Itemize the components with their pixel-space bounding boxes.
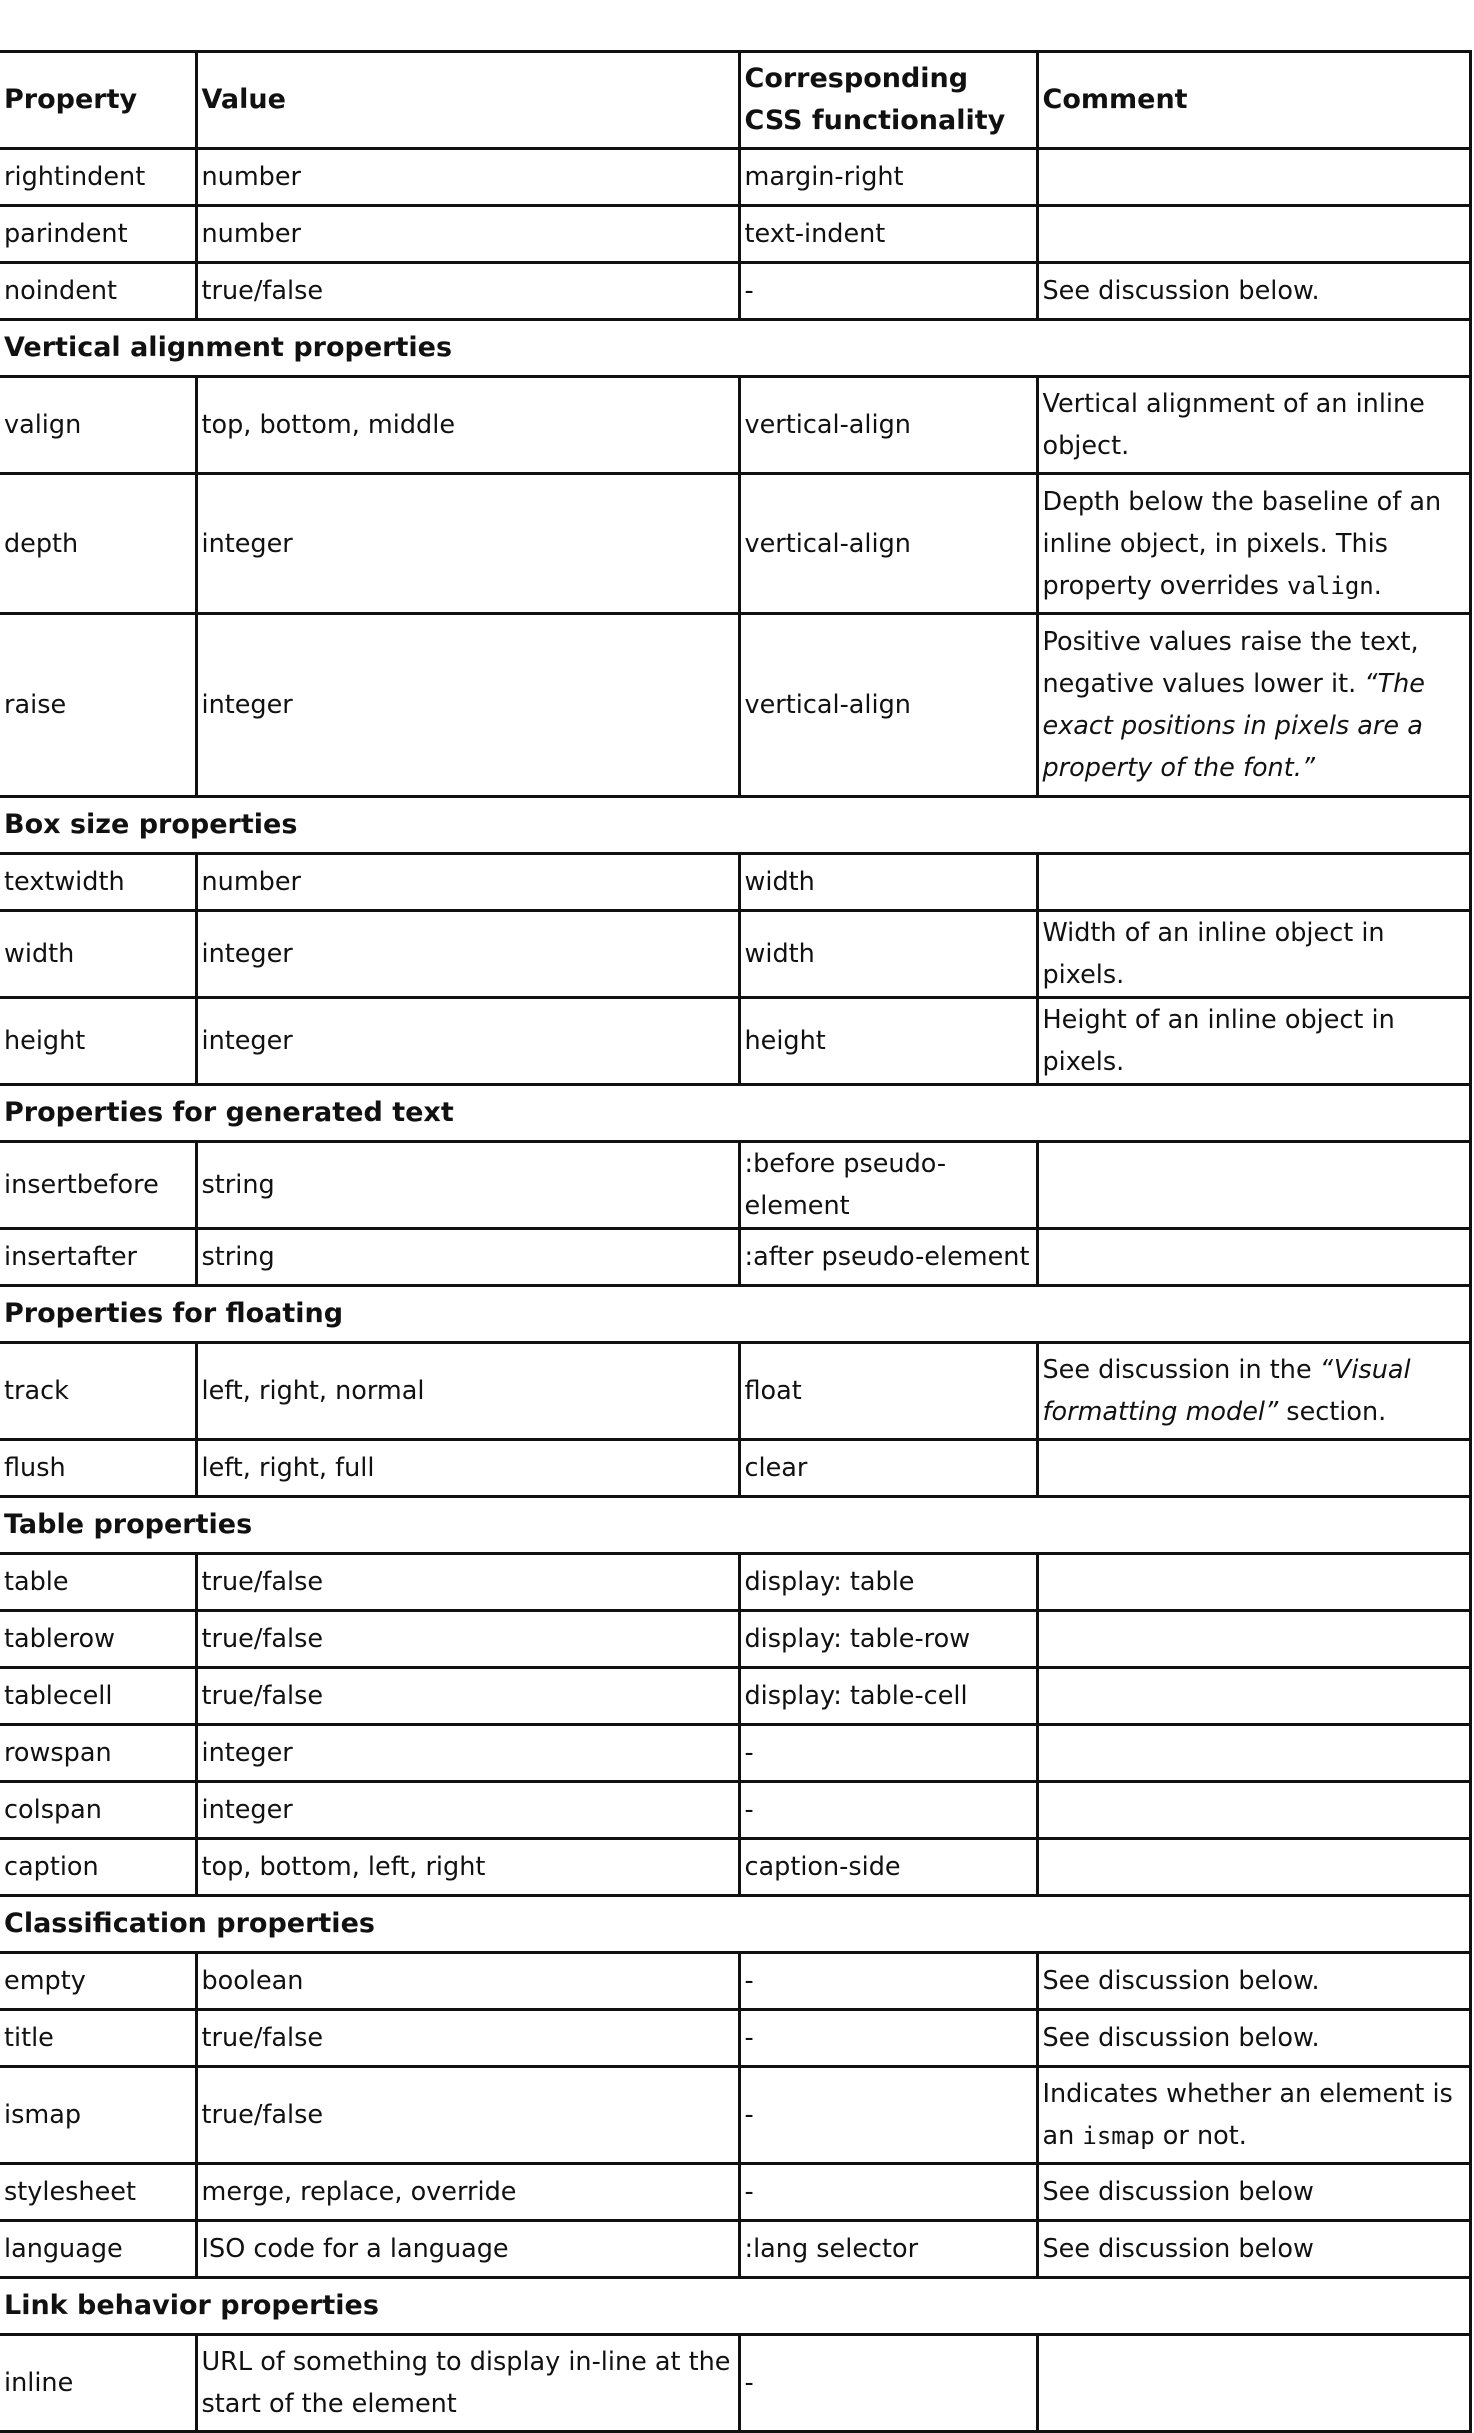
- cell-property: noindent: [0, 263, 196, 320]
- cell-css: vertical-align: [739, 614, 1037, 797]
- cell-property: caption: [0, 1839, 196, 1896]
- cell-value: number: [196, 149, 739, 206]
- cell-value: string: [196, 1229, 739, 1286]
- cell-css: :after pseudo-element: [739, 1229, 1037, 1286]
- section-heading-row: [0, 1286, 1470, 1343]
- table-row: [0, 377, 1470, 474]
- table-row: [0, 1668, 1470, 1725]
- cell-css: :before pseudo-element: [739, 1142, 1037, 1229]
- table-row: [0, 1142, 1470, 1229]
- table-row: [0, 2335, 1470, 2432]
- cell-value: top, bottom, middle: [196, 377, 739, 474]
- cell-comment: [1037, 206, 1470, 263]
- cell-comment: [1037, 1229, 1470, 1286]
- table-row: [0, 1440, 1470, 1497]
- header-css: Corresponding CSS functionality: [739, 52, 1037, 149]
- table-row: [0, 911, 1470, 998]
- table-row: [0, 998, 1470, 1085]
- code-valign: valign: [1287, 571, 1374, 600]
- cell-property: colspan: [0, 1782, 196, 1839]
- cell-comment: [1037, 1668, 1470, 1725]
- cell-value: URL of something to display in-line at the start of the element: [196, 2335, 739, 2432]
- cell-property: table: [0, 1554, 196, 1611]
- cell-property: tablecell: [0, 1668, 196, 1725]
- cell-comment: See discussion below: [1037, 2164, 1470, 2221]
- table-row: [0, 1782, 1470, 1839]
- cell-css: width: [739, 854, 1037, 911]
- cell-css: display: table: [739, 1554, 1037, 1611]
- cell-comment: [1037, 1142, 1470, 1229]
- cell-value: integer: [196, 474, 739, 614]
- cell-comment: [1037, 1611, 1470, 1668]
- code-ismap: ismap: [1082, 2122, 1155, 2150]
- cell-comment: See discussion below.: [1037, 1953, 1470, 2010]
- cell-comment: Width of an inline object in pixels.: [1037, 911, 1470, 998]
- cell-css: -: [739, 2010, 1037, 2067]
- cell-property: inline: [0, 2335, 196, 2432]
- cell-property: textwidth: [0, 854, 196, 911]
- header-property: Property: [0, 52, 196, 149]
- cell-css: -: [739, 1953, 1037, 2010]
- section-title: Link behavior properties: [0, 2278, 1470, 2335]
- section-heading-row: [0, 1896, 1470, 1953]
- cell-css: clear: [739, 1440, 1037, 1497]
- table-row: [0, 2067, 1470, 2164]
- cell-comment: See discussion below: [1037, 2221, 1470, 2278]
- cell-property: stylesheet: [0, 2164, 196, 2221]
- table-row: [0, 1953, 1470, 2010]
- header-value: Value: [196, 52, 739, 149]
- table-row: [0, 854, 1470, 911]
- cell-property: rightindent: [0, 149, 196, 206]
- table-row: [0, 1229, 1470, 1286]
- cell-value: integer: [196, 998, 739, 1085]
- section-heading-row: [0, 1085, 1470, 1142]
- section-heading-row: [0, 2278, 1470, 2335]
- table-row: [0, 614, 1470, 797]
- table-row: [0, 2010, 1470, 2067]
- cell-value: number: [196, 206, 739, 263]
- cell-property: empty: [0, 1953, 196, 2010]
- cell-value: integer: [196, 614, 739, 797]
- cell-property: language: [0, 2221, 196, 2278]
- table-row: [0, 263, 1470, 320]
- cell-comment: [1037, 1554, 1470, 1611]
- cell-css: caption-side: [739, 1839, 1037, 1896]
- cell-css: -: [739, 263, 1037, 320]
- cell-comment: Height of an inline object in pixels.: [1037, 998, 1470, 1085]
- cell-css: -: [739, 2164, 1037, 2221]
- cell-comment: See discussion in the “Visual formatting model” section.: [1037, 1343, 1470, 1440]
- css-properties-table: [0, 50, 1472, 2433]
- cell-value: left, right, normal: [196, 1343, 739, 1440]
- cell-value: true/false: [196, 1554, 739, 1611]
- cell-css: display: table-cell: [739, 1668, 1037, 1725]
- cell-property: insertbefore: [0, 1142, 196, 1229]
- cell-comment: [1037, 1440, 1470, 1497]
- table-row: [0, 149, 1470, 206]
- cell-comment: [1037, 1839, 1470, 1896]
- table-row: [0, 1839, 1470, 1896]
- cell-value: number: [196, 854, 739, 911]
- cell-css: display: table-row: [739, 1611, 1037, 1668]
- cell-property: tablerow: [0, 1611, 196, 1668]
- section-title: Box size properties: [0, 797, 1470, 854]
- cell-comment: Indicates whether an element is an ismap or not.: [1037, 2067, 1470, 2164]
- cell-css: vertical-align: [739, 474, 1037, 614]
- cell-property: rowspan: [0, 1725, 196, 1782]
- section-heading-row: [0, 320, 1470, 377]
- section-title: Classification properties: [0, 1896, 1470, 1953]
- header-comment: Comment: [1037, 52, 1470, 149]
- cell-property: track: [0, 1343, 196, 1440]
- section-title: Properties for floating: [0, 1286, 1470, 1343]
- cell-css: vertical-align: [739, 377, 1037, 474]
- cell-value: left, right, full: [196, 1440, 739, 1497]
- cell-comment: [1037, 854, 1470, 911]
- cell-comment: [1037, 149, 1470, 206]
- section-title: Vertical alignment properties: [0, 320, 1470, 377]
- cell-comment: Positive values raise the text, negative values lower it. “The exact positions in pixels are a property of the font.”: [1037, 614, 1470, 797]
- cell-value: string: [196, 1142, 739, 1229]
- cell-property: insertafter: [0, 1229, 196, 1286]
- cell-comment: Vertical alignment of an inline object.: [1037, 377, 1470, 474]
- cell-property: raise: [0, 614, 196, 797]
- cell-value: integer: [196, 1782, 739, 1839]
- section-heading-row: [0, 1497, 1470, 1554]
- cell-value: integer: [196, 1725, 739, 1782]
- table-row: [0, 2221, 1470, 2278]
- cell-comment: [1037, 1782, 1470, 1839]
- section-title: Table properties: [0, 1497, 1470, 1554]
- cell-css: margin-right: [739, 149, 1037, 206]
- table-row: [0, 206, 1470, 263]
- cell-property: ismap: [0, 2067, 196, 2164]
- table-row: [0, 1343, 1470, 1440]
- cell-css: -: [739, 1725, 1037, 1782]
- cell-value: merge, replace, override: [196, 2164, 739, 2221]
- cell-css: width: [739, 911, 1037, 998]
- cell-property: width: [0, 911, 196, 998]
- cell-property: title: [0, 2010, 196, 2067]
- cell-value: true/false: [196, 1611, 739, 1668]
- cell-css: -: [739, 2067, 1037, 2164]
- cell-property: depth: [0, 474, 196, 614]
- cell-value: integer: [196, 911, 739, 998]
- section-heading-row: [0, 797, 1470, 854]
- cell-value: true/false: [196, 1668, 739, 1725]
- cell-property: height: [0, 998, 196, 1085]
- cell-comment: See discussion below.: [1037, 263, 1470, 320]
- cell-property: valign: [0, 377, 196, 474]
- cell-comment: Depth below the baseline of an inline object, in pixels. This property overrides valign.: [1037, 474, 1470, 614]
- cell-value: top, bottom, left, right: [196, 1839, 739, 1896]
- cell-comment: [1037, 2335, 1470, 2432]
- cell-value: true/false: [196, 2010, 739, 2067]
- cell-css: text-indent: [739, 206, 1037, 263]
- cell-css: :lang selector: [739, 2221, 1037, 2278]
- cell-comment: See discussion below.: [1037, 2010, 1470, 2067]
- cell-css: -: [739, 2335, 1037, 2432]
- table-row: [0, 1725, 1470, 1782]
- cell-value: true/false: [196, 263, 739, 320]
- cell-property: flush: [0, 1440, 196, 1497]
- cell-property: parindent: [0, 206, 196, 263]
- table-header-row: [0, 52, 1470, 149]
- table-row: [0, 474, 1470, 614]
- cell-value: true/false: [196, 2067, 739, 2164]
- cell-value: ISO code for a language: [196, 2221, 739, 2278]
- table-row: [0, 2164, 1470, 2221]
- cell-comment: [1037, 1725, 1470, 1782]
- cell-value: boolean: [196, 1953, 739, 2010]
- cell-css: -: [739, 1782, 1037, 1839]
- cell-css: float: [739, 1343, 1037, 1440]
- table-row: [0, 1554, 1470, 1611]
- table-row: [0, 1611, 1470, 1668]
- section-title: Properties for generated text: [0, 1085, 1470, 1142]
- cell-css: height: [739, 998, 1037, 1085]
